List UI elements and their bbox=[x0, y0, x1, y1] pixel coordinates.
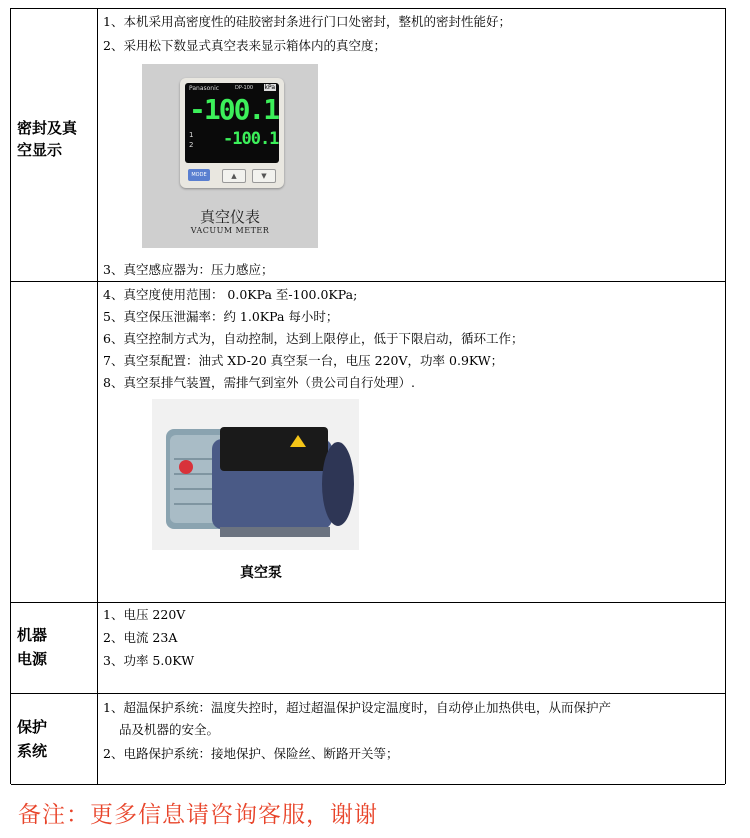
list-item: 5、真空保压泄漏率：约 1.0KPa 每小时； bbox=[103, 309, 339, 324]
list-item: 2、采用松下数显式真空表来显示箱体内的真空度； bbox=[103, 38, 386, 53]
gauge-body bbox=[180, 78, 284, 188]
gauge-caption-cn: 真空仪表 bbox=[199, 208, 260, 226]
down-arrow-icon: ▼ bbox=[252, 169, 276, 183]
up-arrow-icon: ▲ bbox=[222, 169, 246, 183]
gauge-brand: Panasonic bbox=[189, 85, 220, 92]
section-protection bbox=[11, 694, 725, 785]
list-item: 2、电路保护系统：接地保护、保险丝、断路开关等； bbox=[103, 746, 399, 761]
gauge-row-1: 1 bbox=[189, 131, 194, 139]
pump-illustration bbox=[152, 399, 359, 550]
gauge-unit: kPa bbox=[264, 84, 275, 91]
footer-note: 备注：更多信息请咨询客服，谢谢 bbox=[18, 802, 378, 828]
gauge-reading-primary: -100.1 bbox=[189, 93, 279, 126]
gauge-caption-en: VACUUM METER bbox=[190, 226, 270, 235]
spec-table bbox=[10, 8, 726, 784]
section-label-line-1: 机器 bbox=[17, 626, 48, 644]
section-label-line-2: 电源 bbox=[17, 650, 48, 668]
section-label bbox=[11, 603, 98, 693]
section-label bbox=[11, 8, 98, 281]
list-item: 3、功率 5.0KW bbox=[103, 653, 195, 668]
pump-caption: 真空泵 bbox=[240, 565, 282, 581]
section-seal-vacuum bbox=[11, 8, 725, 282]
list-item: 2、电流 23A bbox=[103, 630, 178, 645]
mode-button: MODE bbox=[188, 169, 210, 181]
section-label bbox=[11, 694, 98, 784]
section-vacuum-pump bbox=[11, 282, 725, 603]
section-label-line-2: 系统 bbox=[17, 742, 48, 760]
vacuum-gauge-photo bbox=[142, 64, 318, 248]
list-item: 3、真空感应器为：压力感应； bbox=[103, 262, 274, 277]
list-item-continuation: 品及机器的安全。 bbox=[119, 722, 220, 737]
section-label-line-1: 保护 bbox=[17, 718, 48, 736]
list-item: 8、真空泵排气装置，需排气到室外（贵公司自行处理）. bbox=[103, 375, 415, 390]
gauge-row-2: 2 bbox=[189, 141, 194, 149]
gauge-model: DP-100 bbox=[235, 85, 254, 91]
list-item: 1、超温保护系统：温度失控时，超过超温保护设定温度时，自动停止加热供电，从而保护产 bbox=[103, 700, 611, 715]
list-item: 4、真空度使用范围： 0.0KPa 至-100.0KPa; bbox=[103, 287, 358, 302]
gauge-reading-secondary: -100.1 bbox=[223, 129, 279, 149]
section-label-line-2: 空显示 bbox=[17, 141, 63, 159]
section-label bbox=[11, 282, 98, 602]
list-item: 1、本机采用高密度性的硅胶密封条进行门口处密封，整机的密封性能好； bbox=[103, 14, 511, 29]
list-item: 7、真空泵配置：油式 XD-20 真空泵一台，电压 220V，功率 0.9KW； bbox=[103, 353, 504, 368]
section-power bbox=[11, 603, 725, 694]
list-item: 6、真空控制方式为，自动控制，达到上限停止，低于下限启动，循环工作； bbox=[103, 331, 524, 346]
section-label-line-1: 密封及真 bbox=[17, 119, 78, 137]
list-item: 1、电压 220V bbox=[103, 607, 186, 622]
gauge-display bbox=[185, 83, 279, 163]
vacuum-pump-photo bbox=[152, 399, 359, 550]
